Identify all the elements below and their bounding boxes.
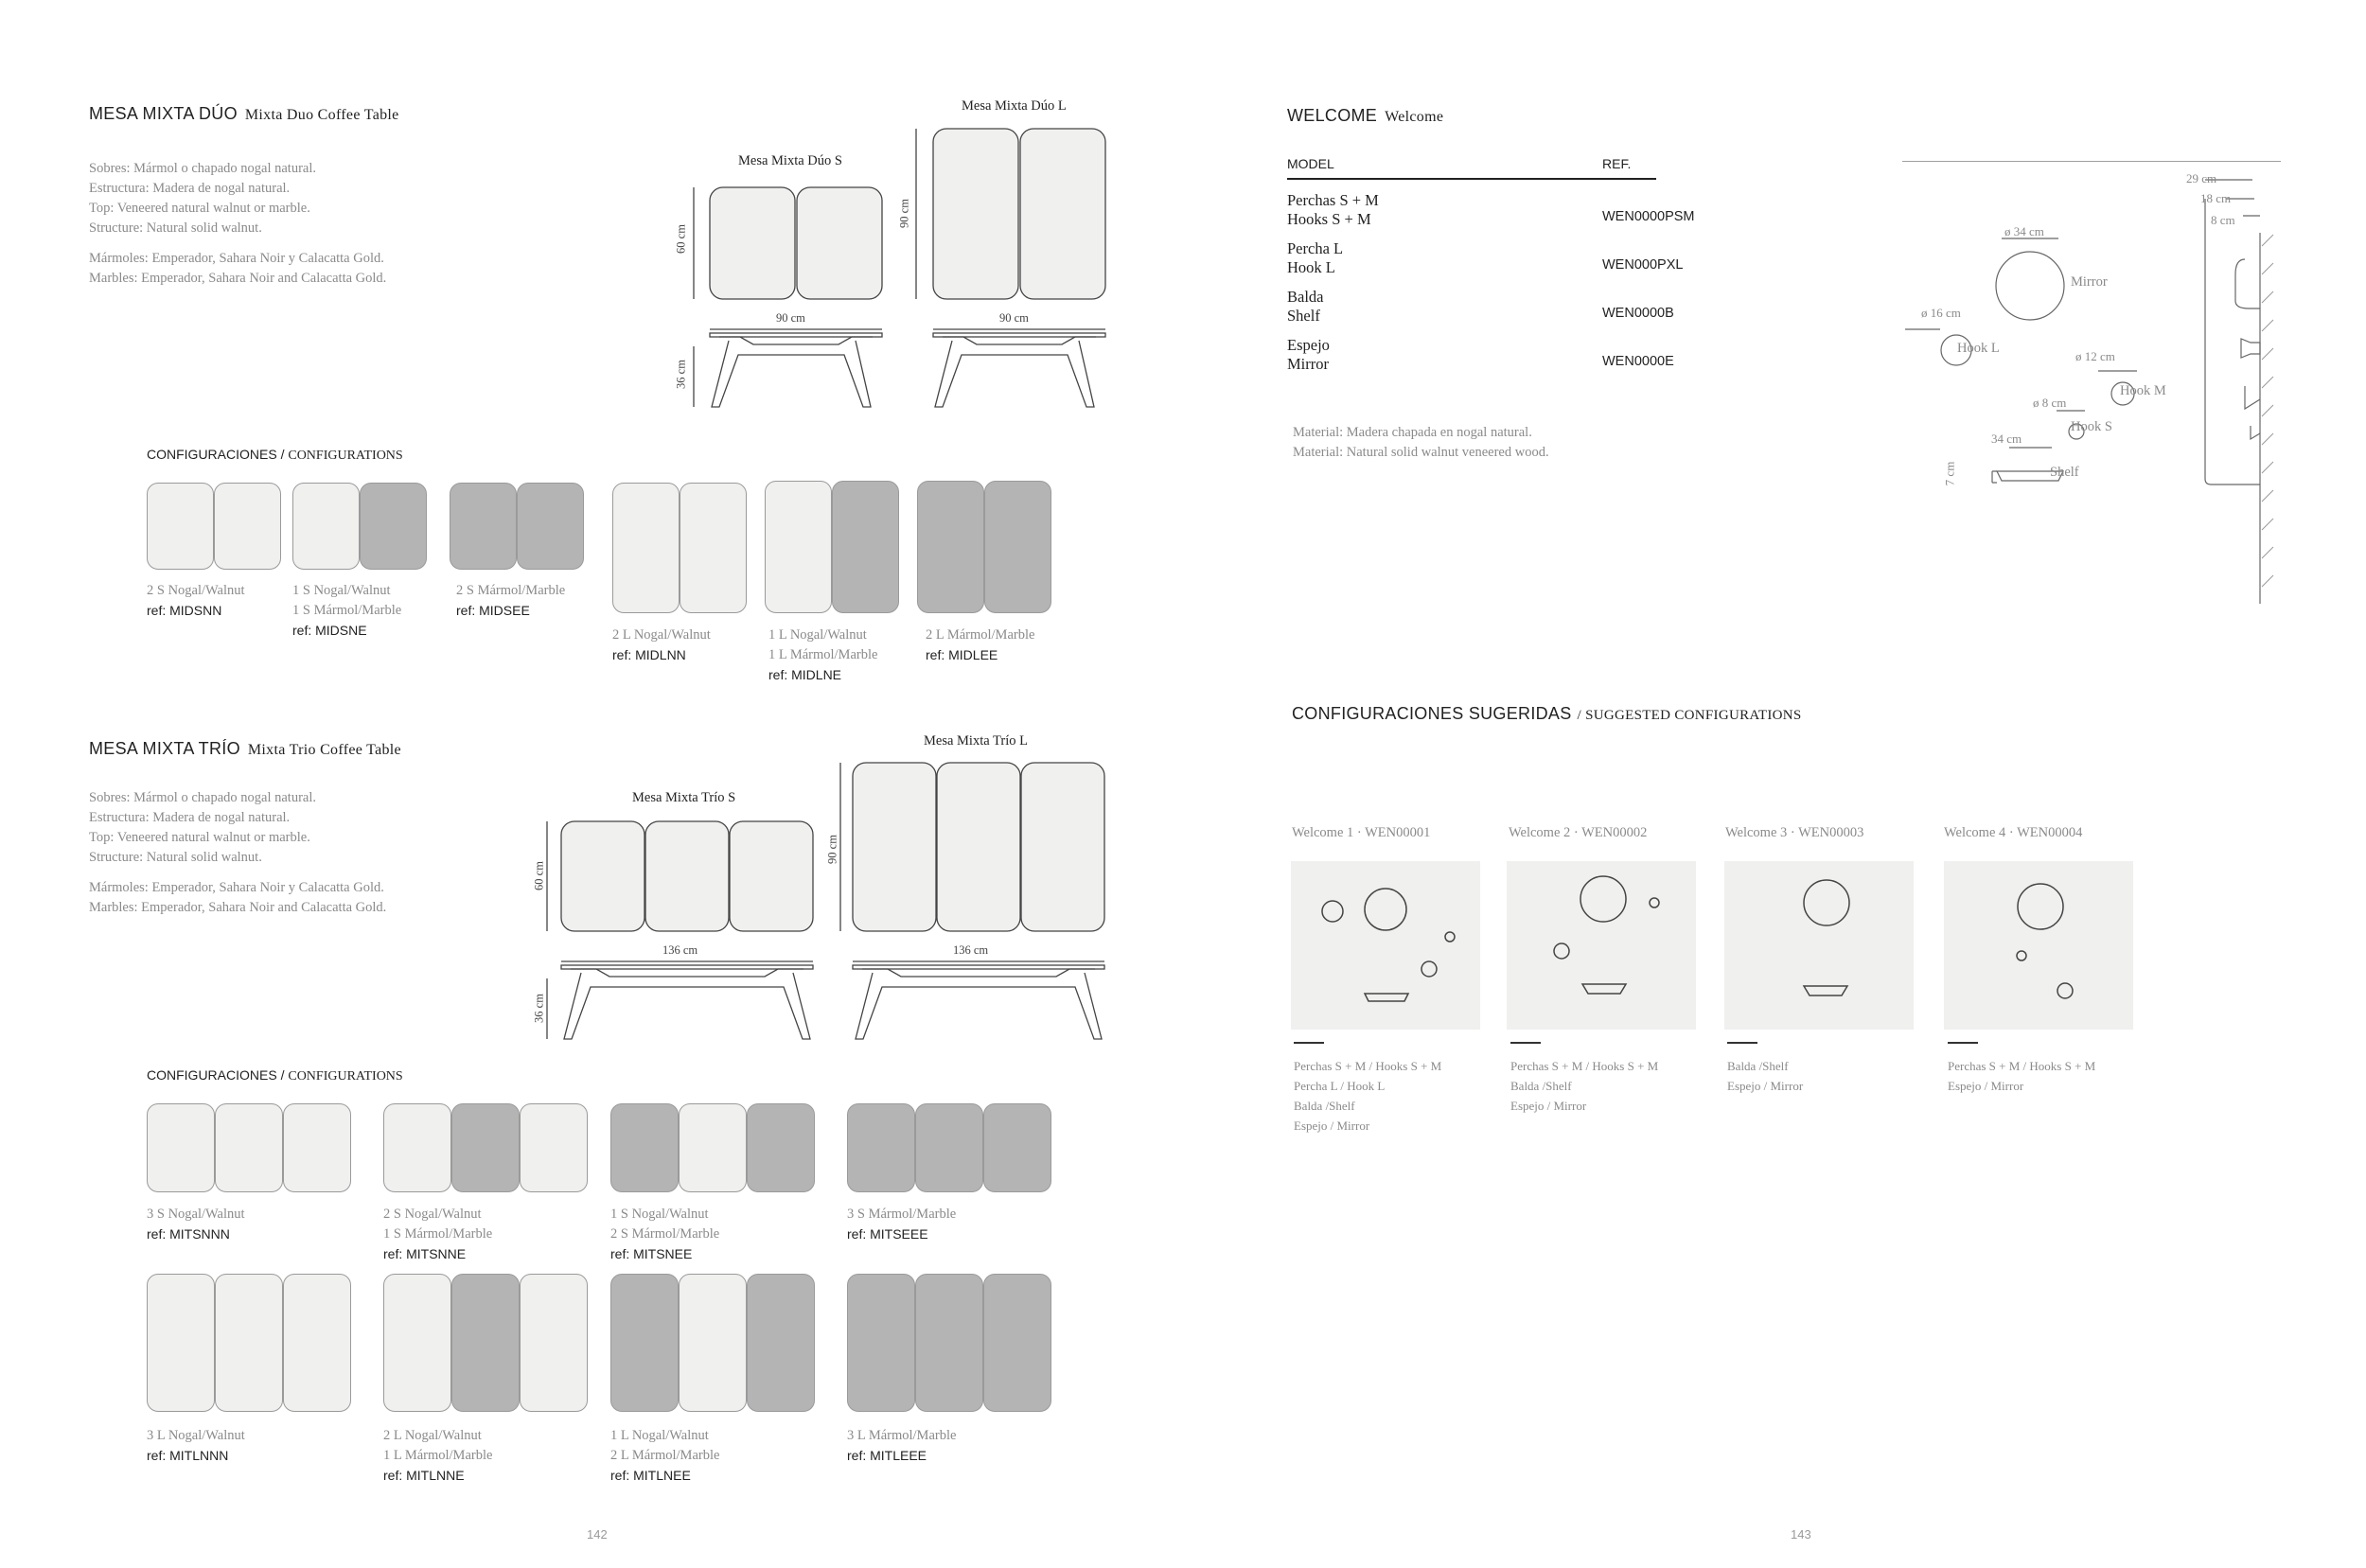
duo-title: MESA MIXTA DÚO Mixta Duo Coffee Table — [89, 104, 399, 123]
suggested-label-1: Welcome 1 · WEN00001 — [1292, 825, 1431, 840]
table-ref: WEN000PXL — [1602, 257, 1684, 273]
trio-config-swatches — [147, 1103, 1055, 1416]
trio-config-7: 1 L Nogal/Walnut 2 L Mármol/Marble ref: MITLNEE — [610, 1428, 720, 1483]
duo-height-l: 90 cm — [897, 199, 911, 228]
trio-config-3: 1 S Nogal/Walnut 2 S Mármol/Marble ref: MITSNEE — [610, 1207, 720, 1261]
suggested-label-2: Welcome 2 · WEN00002 — [1509, 825, 1648, 840]
label-hook-l: Hook L — [1957, 341, 2000, 356]
label-hook-s: Hook S — [2071, 419, 2112, 434]
label-hook-m: Hook M — [2120, 383, 2166, 398]
welcome-material: Material: Madera chapada en nogal natural. Material: Natural solid walnut veneered wood. — [1293, 425, 1549, 460]
trio-height-l: 90 cm — [825, 835, 839, 864]
table-ref: WEN0000E — [1602, 354, 1674, 369]
duo-config-6: 2 L Mármol/Marble ref: MIDLEE — [926, 627, 1035, 662]
col-model: MODEL — [1287, 156, 1334, 171]
duo-height-s: 60 cm — [674, 224, 688, 254]
dim-hook-l: ø 16 cm — [1921, 306, 1961, 320]
trio-drawing — [530, 748, 1117, 1050]
label-shelf: Shelf — [2050, 465, 2079, 480]
table-row: Perchas S + M Hooks S + M — [1287, 191, 1379, 228]
duo-config-2: 1 S Nogal/Walnut 1 S Mármol/Marble ref: MIDSNE — [292, 583, 402, 638]
table-row: Percha L Hook L — [1287, 239, 1344, 276]
dim-depth-8: 8 cm — [2211, 213, 2235, 227]
trio-height-s: 60 cm — [532, 861, 546, 890]
duo-width-l: 90 cm — [999, 311, 1029, 325]
suggested-items-3: Balda /Shelf Espejo / Mirror — [1727, 1059, 1804, 1093]
duo-config-4: 2 L Nogal/Walnut ref: MIDLNN — [612, 627, 711, 662]
trio-config-8: 3 L Mármol/Marble ref: MITLEEE — [847, 1428, 957, 1463]
duo-width-s: 90 cm — [776, 311, 805, 325]
duo-l-label: Mesa Mixta Dúo L — [962, 98, 1067, 114]
trio-s-label: Mesa Mixta Trío S — [632, 790, 736, 805]
suggested-card-2 — [1507, 861, 1696, 1030]
dim-mirror: ø 34 cm — [2004, 224, 2044, 238]
dim-depth-29: 29 cm — [2186, 171, 2217, 185]
trio-config-title: CONFIGURACIONES / CONFIGURATIONS — [147, 1067, 403, 1084]
duo-config-title: CONFIGURACIONES / CONFIGURATIONS — [147, 447, 403, 463]
dim-shelf-width: 34 cm — [1991, 432, 2022, 446]
suggested-label-3: Welcome 3 · WEN00003 — [1725, 825, 1864, 840]
trio-config-4: 3 S Mármol/Marble ref: MITSEEE — [847, 1207, 957, 1242]
trio-config-5: 3 L Nogal/Walnut ref: MITLNNN — [147, 1428, 245, 1463]
page-number-left: 142 — [587, 1527, 608, 1542]
suggested-items-2: Perchas S + M / Hooks S + M Balda /Shelf Espejo / Mirror — [1510, 1059, 1659, 1113]
trio-width-s: 136 cm — [662, 943, 698, 957]
duo-config-1: 2 S Nogal/Walnut ref: MIDSNN — [147, 583, 245, 618]
page-number-right: 143 — [1791, 1527, 1811, 1542]
divider — [1294, 1042, 1324, 1044]
dim-hook-m: ø 12 cm — [2075, 349, 2115, 363]
suggested-title: CONFIGURACIONES SUGERIDAS / SUGGESTED CONFIGURATIONS — [1292, 704, 1802, 723]
table-ref: WEN0000B — [1602, 306, 1674, 321]
duo-drawing — [662, 114, 1117, 416]
duo-config-3: 2 S Mármol/Marble ref: MIDSEE — [456, 583, 566, 618]
welcome-title: WELCOME Welcome — [1287, 106, 1444, 125]
dim-shelf-height: 7 cm — [1942, 461, 1957, 486]
table-ref: WEN0000PSM — [1602, 209, 1695, 224]
suggested-label-4: Welcome 4 · WEN00004 — [1944, 825, 2083, 840]
table-row: Balda Shelf — [1287, 288, 1324, 325]
trio-leg-height: 36 cm — [532, 994, 546, 1023]
label-mirror: Mirror — [2071, 274, 2108, 290]
duo-config-5: 1 L Nogal/Walnut 1 L Mármol/Marble ref: MIDLNE — [768, 627, 878, 682]
suggested-items-1: Perchas S + M / Hooks S + M Percha L / Hook L Balda /Shelf Espejo / Mirror — [1294, 1059, 1442, 1133]
trio-width-l: 136 cm — [953, 943, 989, 957]
trio-description: Sobres: Mármol o chapado nogal natural. Estructura: Madera de nogal natural. Top: Veneered natural walnut or marble. Structure: Natural solid walnut. Mármoles: Emperador, Sahara Noir y Calacatta Gold. Marbles: Emperador, Sahara Noir and Calacatta Gold. — [89, 790, 387, 915]
duo-config-swatches — [147, 483, 1046, 615]
duo-leg-height: 36 cm — [674, 360, 688, 389]
table-divider — [1287, 178, 1656, 180]
trio-config-2: 2 S Nogal/Walnut 1 S Mármol/Marble ref: MITSNNE — [383, 1207, 493, 1261]
trio-config-6: 2 L Nogal/Walnut 1 L Mármol/Marble ref: MITLNNE — [383, 1428, 493, 1483]
suggested-card-1 — [1291, 861, 1480, 1030]
duo-s-label: Mesa Mixta Dúo S — [738, 153, 842, 168]
dim-depth-18: 18 cm — [2200, 191, 2232, 205]
trio-title: MESA MIXTA TRÍO Mixta Trio Coffee Table — [89, 739, 401, 758]
suggested-items-4: Perchas S + M / Hooks S + M Espejo / Mirror — [1948, 1059, 2096, 1093]
duo-description: Sobres: Mármol o chapado nogal natural. Estructura: Madera de nogal natural. Top: Veneered natural walnut or marble. Structure: Natural solid walnut. Mármoles: Emperador, Sahara Noir y Calacatta Gold. Marbles: Emperador, Sahara Noir and Calacatta Gold. — [89, 161, 387, 286]
col-ref: REF. — [1602, 156, 1632, 171]
trio-config-1: 3 S Nogal/Walnut ref: MITSNNN — [147, 1207, 245, 1242]
trio-l-label: Mesa Mixta Trío L — [924, 733, 1028, 749]
divider — [1727, 1042, 1757, 1044]
divider — [1948, 1042, 1978, 1044]
suggested-card-4 — [1944, 861, 2133, 1030]
suggested-card-3 — [1724, 861, 1914, 1030]
dim-hook-s: ø 8 cm — [2033, 396, 2067, 410]
divider — [1510, 1042, 1541, 1044]
table-row: Espejo Mirror — [1287, 336, 1330, 373]
